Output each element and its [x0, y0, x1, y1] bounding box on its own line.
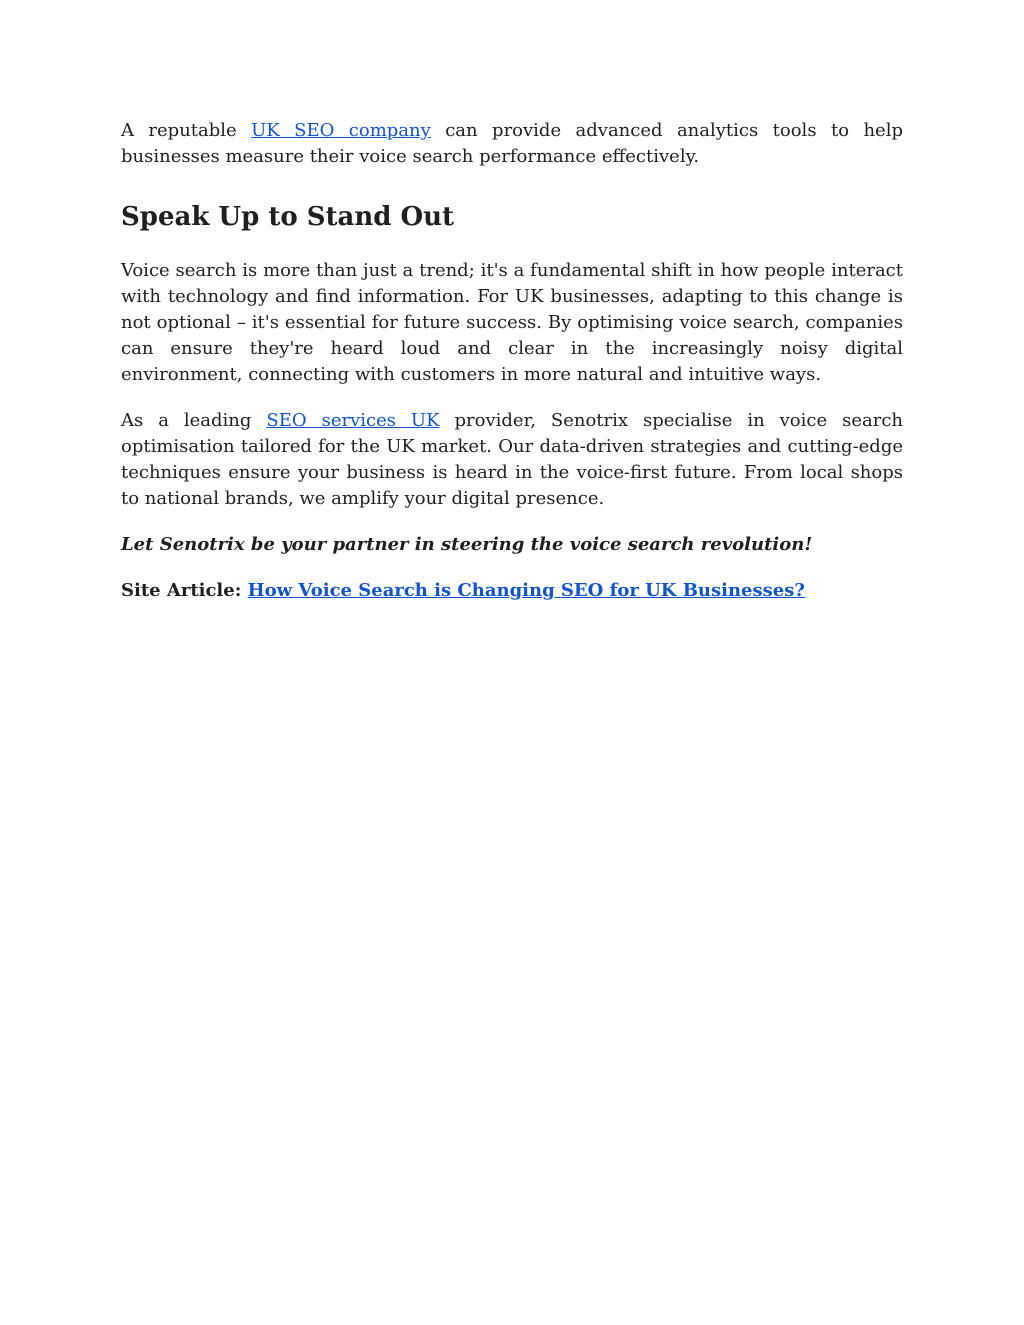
uk-seo-company-link[interactable]: UK SEO company [251, 120, 431, 141]
section-heading: Speak Up to Stand Out [121, 202, 455, 232]
intro-paragraph [121, 118, 903, 170]
site-article-label: Site Article: [121, 580, 248, 601]
document-content [121, 118, 903, 604]
services-paragraph [121, 408, 903, 512]
intro-text-after: can provide advanced analytics tools to help businesses measure their voice search performance effectively. [121, 120, 903, 167]
services-text-before: As a leading [121, 410, 267, 431]
tagline: Let Senotrix be your partner in steering the voice search revolution! [121, 534, 813, 555]
voice-search-paragraph: Voice search is more than just a trend; it's a fundamental shift in how people interact with technology and find information. For UK businesses, adapting to this change is not optional – it's essential for future success. By optimising voice search, companies can ensure they're heard loud and clear in the increasingly noisy digital environment, connecting with customers in more natural and intuitive ways. [121, 260, 903, 385]
services-text-after: provider, Senotrix specialise in voice search optimisation tailored for the UK market. Our data-driven strategies and cutting-edge techniques ensure your business is heard in the voice-first future. From local shops to national brands, we amplify your digital presence. [121, 410, 903, 509]
intro-text-before: A reputable [121, 120, 252, 141]
site-article-link[interactable]: How Voice Search is Changing SEO for UK Businesses? [247, 580, 805, 601]
site-article-line [121, 578, 903, 604]
seo-services-uk-link[interactable]: SEO services UK [266, 410, 440, 431]
